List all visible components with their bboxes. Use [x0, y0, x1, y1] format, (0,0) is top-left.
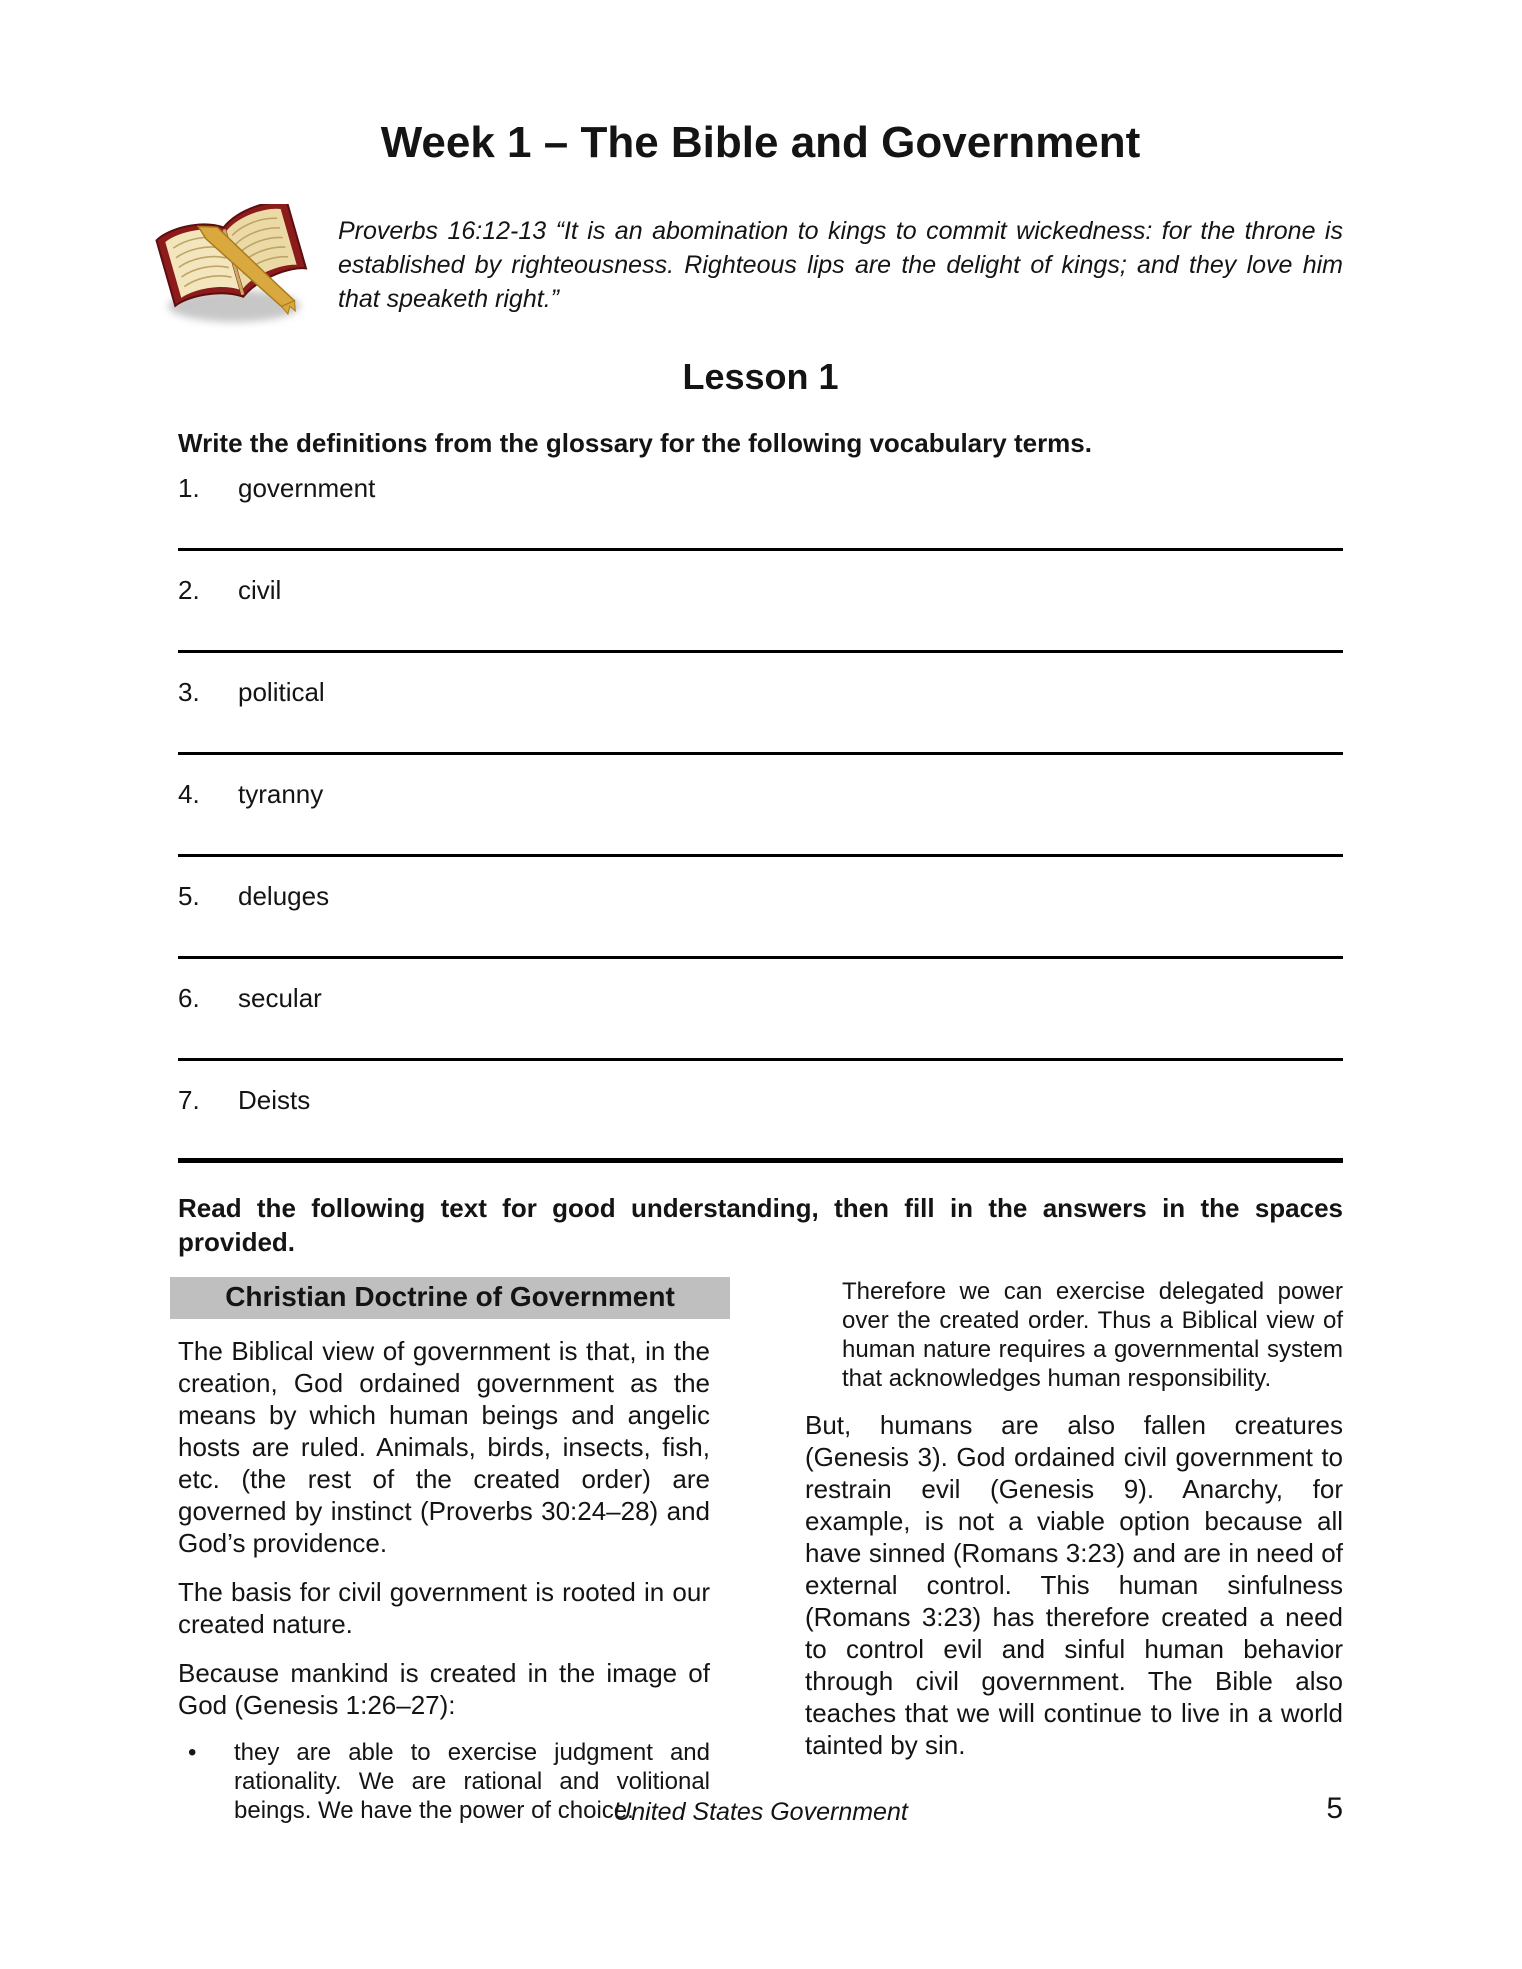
answer-line [178, 606, 1343, 653]
answer-line [178, 810, 1343, 857]
bullet-text: they are able to exercise judgment and rationality. We are rational and volitional beings. We have the power of choice. [234, 1739, 710, 1824]
vocab-term: civil [238, 575, 282, 605]
footer-book-title: United States Government [613, 1798, 908, 1826]
vocab-term: political [238, 677, 325, 707]
page-footer [178, 1792, 1343, 1827]
vocab-number: 6. [178, 983, 200, 1013]
vocab-number: 2. [178, 575, 200, 605]
vocab-number: 7. [178, 1085, 200, 1115]
scripture-quote: Proverbs 16:12-13 “It is an abomination to kings to commit wickedness: for the throne is established by righteousness. Righteous lips are the delight of kings; and they love him that speaketh right.” [338, 217, 1343, 313]
vocab-item [178, 983, 1343, 1061]
vocab-list [178, 473, 1343, 1163]
article-paragraph: The Biblical view of government is that, in the creation, God ordained government as the means by which human beings and angelic hosts are ruled. Animals, birds, insects, fish, etc. (the rest of the created order) are governed by instinct (Proverbs 30:24–28) and God’s providence. [178, 1336, 710, 1558]
lesson-heading: Lesson 1 [682, 356, 839, 397]
article-columns [178, 1277, 1343, 1825]
vocab-number: 4. [178, 779, 200, 809]
vocab-item [178, 779, 1343, 857]
vocab-number: 3. [178, 677, 200, 707]
vocab-term: Deists [238, 1085, 311, 1115]
vocab-term: government [238, 473, 376, 503]
answer-line [178, 912, 1343, 959]
answer-line [178, 1014, 1343, 1061]
article-heading: Christian Doctrine of Government [170, 1277, 730, 1319]
vocab-number: 5. [178, 881, 200, 911]
vocab-term: secular [238, 983, 322, 1013]
answer-line [178, 708, 1343, 755]
vocab-term: deluges [238, 881, 330, 911]
vocab-item [178, 1085, 1343, 1163]
reading-instruction: Read the following text for good understanding, then fill in the answers in the spaces provided. [178, 1193, 1343, 1257]
vocab-item [178, 881, 1343, 959]
open-bible-icon [150, 204, 318, 334]
article-right-column [805, 1277, 1343, 1825]
page-number: 5 [1326, 1792, 1343, 1825]
scripture-block [150, 204, 1343, 334]
vocab-number: 1. [178, 473, 200, 503]
article-left-column [178, 1277, 710, 1825]
article-paragraph: But, humans are also fallen creatures (Genesis 3). God ordained civil government to restrain evil (Genesis 9). Anarchy, for example, is not a viable option because all have sinned (Romans 3:23) and are in need of external control. This human sinfulness (Romans 3:23) has therefore created a need to control evil and sinful human behavior through civil government. The Bible also teaches that we will continue to live in a world tainted by sin. [805, 1410, 1343, 1760]
bullet-marker-icon: • [188, 1739, 197, 1766]
vocab-item [178, 575, 1343, 653]
section-separator-line [178, 1116, 1343, 1163]
vocab-instruction: Write the definitions from the glossary for the following vocabulary terms. [178, 428, 1092, 458]
article-paragraph: Therefore we can exercise delegated power over the created order. Thus a Biblical view of human nature requires a governmental system that acknowledges human responsibility. [842, 1278, 1343, 1392]
vocab-item [178, 473, 1343, 551]
article-paragraph: The basis for civil government is rooted in our created nature. [178, 1577, 710, 1639]
vocab-term: tyranny [238, 779, 324, 809]
answer-line [178, 504, 1343, 551]
page-content [178, 0, 1343, 1825]
vocab-item [178, 677, 1343, 755]
page-title: Week 1 – The Bible and Government [380, 118, 1141, 167]
article-paragraph: Because mankind is created in the image of God (Genesis 1:26–27): [178, 1658, 710, 1720]
